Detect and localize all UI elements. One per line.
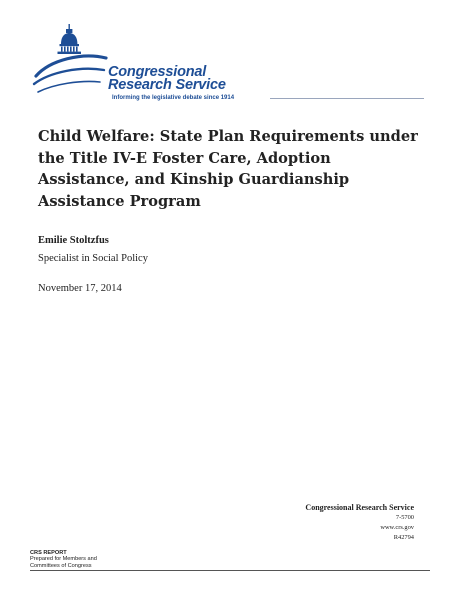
author-role: Specialist in Social Policy <box>38 253 148 264</box>
report-info <box>305 502 414 543</box>
footer-line: Prepared for Members and <box>30 556 97 563</box>
logo-divider <box>270 98 424 99</box>
title-line: Assistance, and Kinship Guardianship <box>38 171 350 189</box>
logo-tagline: Informing the legislative debate since 1914 <box>112 95 235 101</box>
info-website: www.crs.gov <box>380 524 414 531</box>
info-organization: Congressional Research Service <box>305 503 414 512</box>
footer-line: Committees of Congress <box>30 562 92 569</box>
footer-head: CRS REPORT <box>30 550 67 556</box>
info-report-id: R42794 <box>393 534 414 541</box>
footer-divider <box>30 570 430 571</box>
author-name: Emilie Stoltzfus <box>38 235 109 246</box>
logo-name-line1: Congressional <box>108 64 207 80</box>
title-line: Child Welfare: State Plan Requirements under <box>38 128 418 145</box>
footer-label <box>30 550 97 569</box>
logo-name-line2: Research Service <box>108 77 226 93</box>
title-line: Assistance Program <box>38 192 201 210</box>
title-line: the Title IV-E Foster Care, Adoption <box>38 149 331 167</box>
info-number: 7-5700 <box>395 514 414 521</box>
report-title <box>38 126 428 212</box>
crs-logo-name <box>108 66 226 92</box>
report-date: November 17, 2014 <box>38 283 122 294</box>
crs-logo <box>30 22 430 104</box>
